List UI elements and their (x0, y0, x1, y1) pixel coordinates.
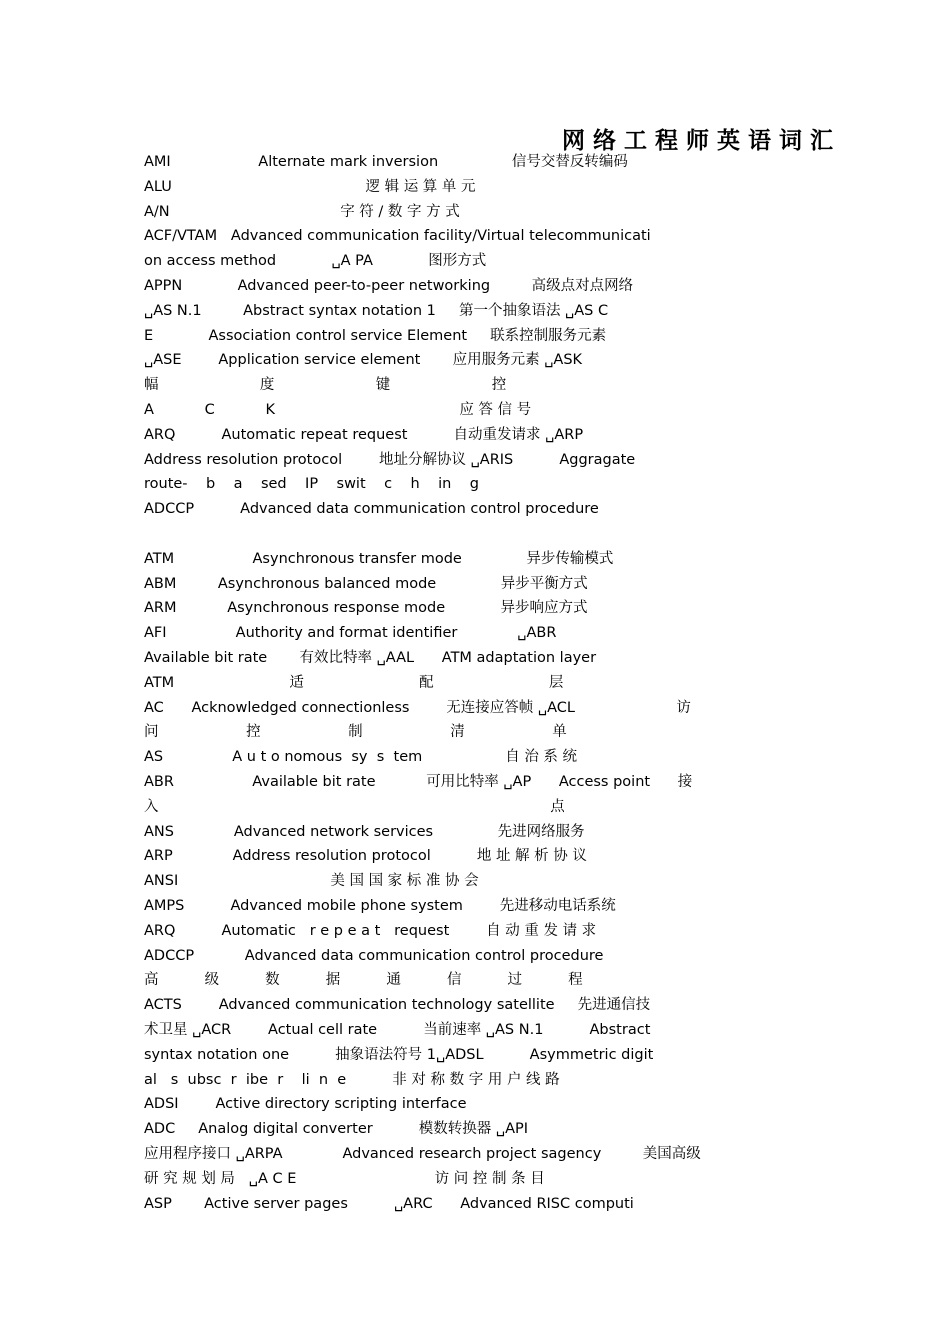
glossary-line: ACF/VTAM Advanced communication facility/Virtual telecommunicati (144, 228, 651, 245)
glossary-line: ATM Asynchronous transfer mode 异步传输模式 (144, 550, 614, 567)
glossary-line: AC Acknowledged connectionless 无连接应答帧 ␣ACL 访 (144, 699, 691, 716)
glossary-line: ADCCP Advanced data communication control procedure (144, 501, 599, 518)
glossary-line: A/N 字 符 / 数 字 方 式 (144, 203, 460, 220)
glossary-line: on access method ␣A PA 图形方式 (144, 253, 487, 270)
document-page (144, 0, 833, 1344)
glossary-line: 应用程序接口 ␣ARPA Advanced research project sagency 美国高级 (144, 1146, 701, 1162)
glossary-line: 高 级 数 据 通 信 过 程 (144, 972, 583, 989)
glossary-line: ADCCP Advanced data communication control procedure (144, 947, 604, 964)
glossary-line: ARQ Automatic repeat request 自动重发请求 ␣ARP (144, 426, 584, 443)
glossary-line: al s ubsc r ibe r li n e 非 对 称 数 字 用 户 线 路 (144, 1071, 560, 1088)
glossary-line: AFI Authority and format identifier ␣ABR (144, 625, 557, 642)
glossary-line: ADSI Active directory scripting interface (144, 1096, 467, 1113)
glossary-line: ␣AS N.1 Abstract syntax notation 1 第一个抽象语法 ␣AS C (144, 302, 609, 319)
glossary-line: ABR Available bit rate 可用比特率 ␣AP Access point 接 (144, 774, 693, 790)
glossary-line: ATM 适 配 层 (144, 674, 564, 691)
glossary-line: ADC Analog digital converter 模数转换器 ␣API (144, 1121, 529, 1138)
glossary-line: Address resolution protocol 地址分解协议 ␣ARIS Aggragate (144, 451, 636, 468)
glossary-line: AMPS Advanced mobile phone system 先进移动电话系统 (144, 898, 616, 914)
glossary-line: 研 究 规 划 局 ␣A C E 访 问 控 制 条 目 (144, 1170, 545, 1187)
glossary-line: AS A u t o nomous sy s tem 自 治 系 统 (144, 749, 578, 766)
glossary-line: ANS Advanced network services 先进网络服务 (144, 823, 585, 840)
glossary-line: 术卫星 ␣ACR Actual cell rate 当前速率 ␣AS N.1 Abstract (144, 1022, 651, 1038)
glossary-line: ASP Active server pages ␣ARC Advanced RISC computi (144, 1195, 634, 1212)
glossary-line: route- b a sed IP swit c h in g (144, 476, 479, 493)
glossary-line: ACTS Advanced communication technology satellite 先进通信技 (144, 997, 651, 1014)
document-title-text: 网 络 工 程 师 英 语 词 汇 (561, 126, 833, 154)
glossary-line: E Association control service Element 联系控制服务元素 (144, 327, 607, 344)
glossary-line (144, 523, 806, 545)
glossary-line: ABM Asynchronous balanced mode 异步平衡方式 (144, 575, 588, 592)
glossary-line: ␣ASE Application service element 应用服务元素 ␣ASK (144, 352, 583, 369)
glossary-line: ANSI 美 国 国 家 标 准 协 会 (144, 873, 479, 890)
glossary-line: ALU 逻 辑 运 算 单 元 (144, 178, 476, 195)
glossary-line: A C K 应 答 信 号 (144, 402, 532, 418)
glossary-line: 入 点 (144, 798, 565, 815)
glossary-line: ARP Address resolution protocol 地 址 解 析 协 议 (144, 848, 587, 865)
glossary-line: syntax notation one 抽象语法符号 1␣ADSL Asymmetric digit (144, 1046, 654, 1063)
glossary-line: APPN Advanced peer-to-peer networking 高级点对点网络 (144, 278, 634, 294)
glossary-line: Available bit rate 有效比特率 ␣AAL ATM adaptation layer (144, 650, 597, 666)
glossary-line: ARQ Automatic r e p e a t request 自 动 重 发 请 求 (144, 922, 597, 939)
glossary-line: AMI Alternate mark inversion 信号交替反转编码 (144, 154, 628, 170)
glossary-line: 问 控 制 清 单 (144, 724, 567, 741)
glossary-line: 幅 度 键 控 (144, 377, 507, 394)
glossary-line: ARM Asynchronous response mode 异步响应方式 (144, 600, 588, 617)
